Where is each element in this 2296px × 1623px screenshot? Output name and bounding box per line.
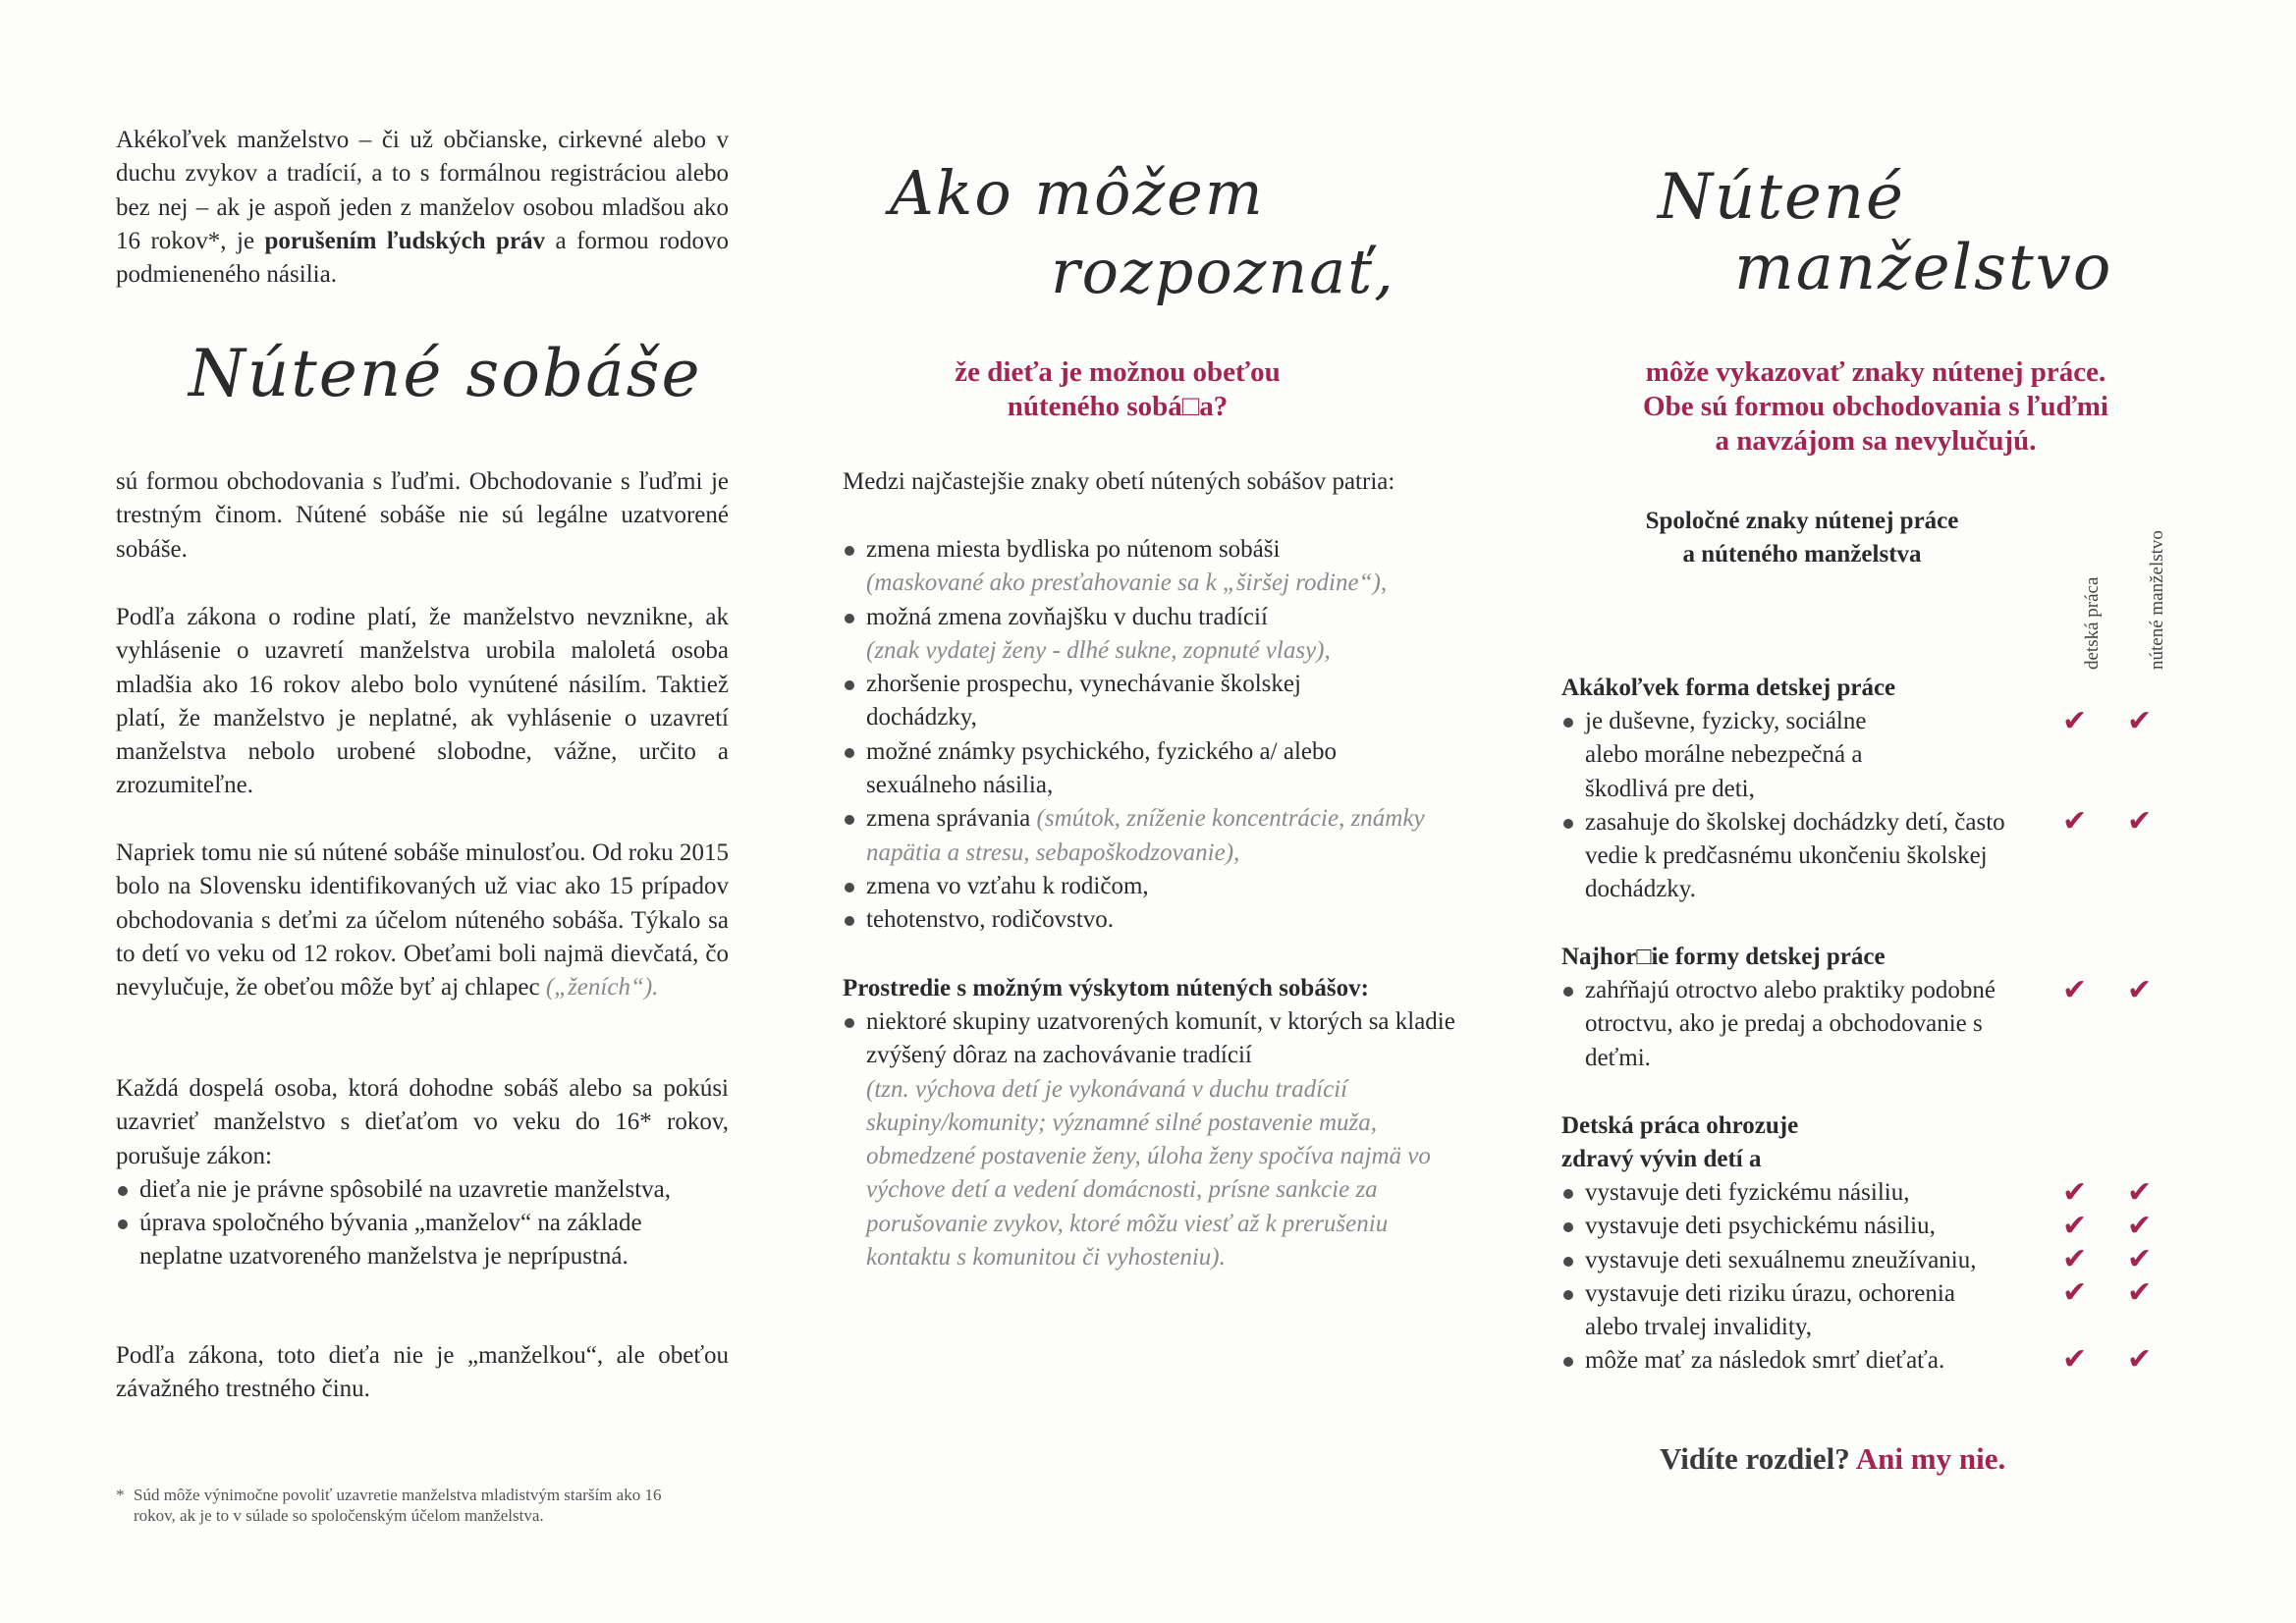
list-item: možná zmena zovňajšku v duchu tradícií (znak vydatej ženy - dlhé sukne, zopnuté vlasy),	[843, 601, 1471, 669]
paragraph-4: Každá dospelá osoba, ktorá dohodne sobáš alebo sa pokúsi uzavrieť manželstvo s dieťaťom vo veku do 16* rokov, porušuje zákon: dieťa nie je právne spôsobilé na uzavretie manželstva, úprava spoločného bývania „manželov“ na základe neplatne uzatvoreného manželstva je neprípustná.	[116, 1072, 729, 1274]
subtitle: môže vykazovať znaky nútenej práce. Obe sú formou obchodovania s ľuďmi a navzájom sa nevylučujú.	[1643, 356, 2108, 457]
check-icon: ✔	[2127, 1209, 2153, 1243]
subtitle: že dieťa je možnou obeťou núteného sobá□a?	[955, 356, 1281, 422]
paragraph-1: sú formou obchodovania s ľuďmi. Obchodovanie s ľuďmi je trestným činom. Nútené sobáše nie sú legálne uzatvorené sobáše.	[116, 468, 729, 563]
check-icon: ✔	[2062, 1175, 2088, 1210]
list-item: zhoršenie prospechu, vynechávanie školskej dochádzky,	[843, 668, 1396, 735]
check-icon: ✔	[2062, 1209, 2088, 1243]
list-item: vystavuje deti riziku úrazu, ochorenia alebo trvalej invalidity,	[1561, 1277, 2007, 1345]
list-item: môže mať za následok smrť dieťaťa.	[1561, 1344, 2052, 1378]
script-title-forced-weddings: Nútené sobáše	[189, 336, 702, 411]
section-title: Akákoľvek forma detskej práce	[1561, 675, 1896, 701]
list-item: zasahuje do školskej dochádzky detí, často vedie k predčasnému ukončeniu školskej dochádzky.	[1561, 806, 2033, 907]
list-item: zmena vo vzťahu k rodičom,	[843, 870, 1471, 903]
check-icon: ✔	[2127, 1275, 2153, 1310]
section-list	[1561, 1176, 2052, 1379]
script-title-line2: rozpoznať,	[1051, 236, 1395, 307]
list-item: vystavuje deti sexuálnemu zneužívaniu,	[1561, 1244, 2052, 1277]
signs-intro: Medzi najčastejšie znaky obetí nútených sobášov patria:	[843, 468, 1395, 495]
list-item: zmena miesta bydliska po nútenom sobáši (maskované ako presťahovanie sa k „širšej rodine“),	[843, 533, 1471, 601]
script-title-line2: manželstvo	[1734, 232, 2113, 304]
section-list	[1561, 974, 2013, 1075]
environment-list	[843, 1005, 1461, 1274]
table-title: Spoločné znaky nútenej práce a núteného manželstva	[1645, 508, 1959, 568]
check-icon: ✔	[2062, 804, 2088, 839]
intro-paragraph: Akékoľvek manželstvo – či už občianske, cirkevné alebo v duchu zvykov a tradícií, a to s formálnou registráciou alebo bez nej – ak je aspoň jeden z manželov osobou mladšou ako 16 rokov*, je porušením ľudských práv a formou rodovo podmieneného násilia.	[116, 127, 729, 289]
closing-line: Vidíte rozdiel? Ani my nie.	[1660, 1441, 2006, 1476]
footnote-star: *	[116, 1486, 125, 1504]
column-label-child-labour: detská práca	[2082, 576, 2103, 670]
list-item: je duševne, fyzicky, sociálne alebo morálne nebezpečná a škodlivá pre deti,	[1561, 705, 1909, 806]
column-label-forced-marriage: nútené manželstvo	[2147, 530, 2167, 670]
script-title-line1: Nútené	[1658, 161, 1905, 234]
check-icon: ✔	[2127, 1342, 2153, 1377]
check-icon: ✔	[2127, 804, 2153, 839]
paragraph-3: Napriek tomu nie sú nútené sobáše minulosťou. Od roku 2015 bolo na Slovensku identifikovaných už viac ako 15 prípadov obchodovania s deťmi za účelom núteného sobáša. Týkalo sa to detí vo veku od 12 rokov. Obeťami boli najmä dievčatá, čo nevylučuje, že obeťou môže byť aj chlapec („ženích“).	[116, 839, 729, 1001]
list-item: vystavuje deti fyzickému násiliu,	[1561, 1176, 2052, 1210]
list-item: možné známky psychického, fyzického a/ alebo sexuálneho násilia,	[843, 735, 1338, 803]
check-icon: ✔	[2127, 973, 2153, 1007]
section-title: Najhor□ie formy detskej práce	[1561, 944, 1886, 970]
check-icon: ✔	[2062, 973, 2088, 1007]
intro-bold: porušením ľudských práv	[264, 227, 546, 254]
list-item: tehotenstvo, rodičovstvo.	[843, 903, 1471, 937]
check-icon: ✔	[2062, 1342, 2088, 1377]
check-icon: ✔	[2062, 1275, 2088, 1310]
footnote-text: Súd môže výnimočne povoliť uzavretie manželstva mladistvým starším ako 16 rokov, ak je to v súlade so spoločenským účelom manželstva.	[134, 1486, 662, 1525]
check-icon: ✔	[2062, 704, 2088, 738]
section-list	[1561, 705, 2033, 907]
section-title: Detská práca ohrozuje zdravý vývin detí a	[1561, 1112, 1799, 1173]
list-item: vystavuje deti psychickému násiliu,	[1561, 1210, 2052, 1243]
check-icon: ✔	[2127, 704, 2153, 738]
script-title-line1: Ako môžem	[890, 157, 1265, 229]
list-item: dieťa nie je právne spôsobilé na uzavretie manželstva,	[116, 1173, 729, 1207]
check-icon: ✔	[2127, 1175, 2153, 1210]
list-item: niektoré skupiny uzatvorených komunít, v ktorých sa kladie zvýšený dôraz na zachovávanie tradícií (tzn. výchova detí je vykonávaná v duchu tradícií skupiny/komunity; významné silné postavenie muža, obmedzené postavenie ženy, úloha ženy spočíva najmä vo výchove detí a vedení domácnosti, prísne sankcie za porušovanie zvykov, ktoré môžu viesť až k prerušeniu kontaktu s komunitou či vyhosteniu).	[843, 1005, 1461, 1274]
paragraph-5: Podľa zákona, toto dieťa nie je „manželkou“, ale obeťou závažného trestného činu.	[116, 1342, 729, 1403]
list-item: zmena správania (smútok, zníženie koncentrácie, známky napätia a stresu, sebapoškodzovanie),	[843, 802, 1475, 870]
check-icon: ✔	[2062, 1242, 2088, 1276]
check-icon: ✔	[2127, 1242, 2153, 1276]
signs-list	[843, 533, 1471, 938]
list-item: zahŕňajú otroctvo alebo praktiky podobné otroctvu, ako je predaj a obchodovanie s deťmi.	[1561, 974, 2013, 1075]
environment-title: Prostredie s možným výskytom nútených sobášov:	[843, 975, 1369, 1001]
list-item: úprava spoločného bývania „manželov“ na základe neplatne uzatvoreného manželstva je neprípustná.	[116, 1207, 729, 1274]
paragraph-2: Podľa zákona o rodine platí, že manželstvo nevznikne, ak vyhlásenie o uzavretí manželstva urobila maloletá osoba mladšia ako 16 rokov alebo bolo vynútené násilím. Taktiež platí, že manželstvo je neplatné, ak vyhlásenie o uzavretí manželstva nebolo urobené slobodne, vážne, určito a zrozumiteľne.	[116, 604, 729, 799]
footnote	[116, 1485, 729, 1526]
